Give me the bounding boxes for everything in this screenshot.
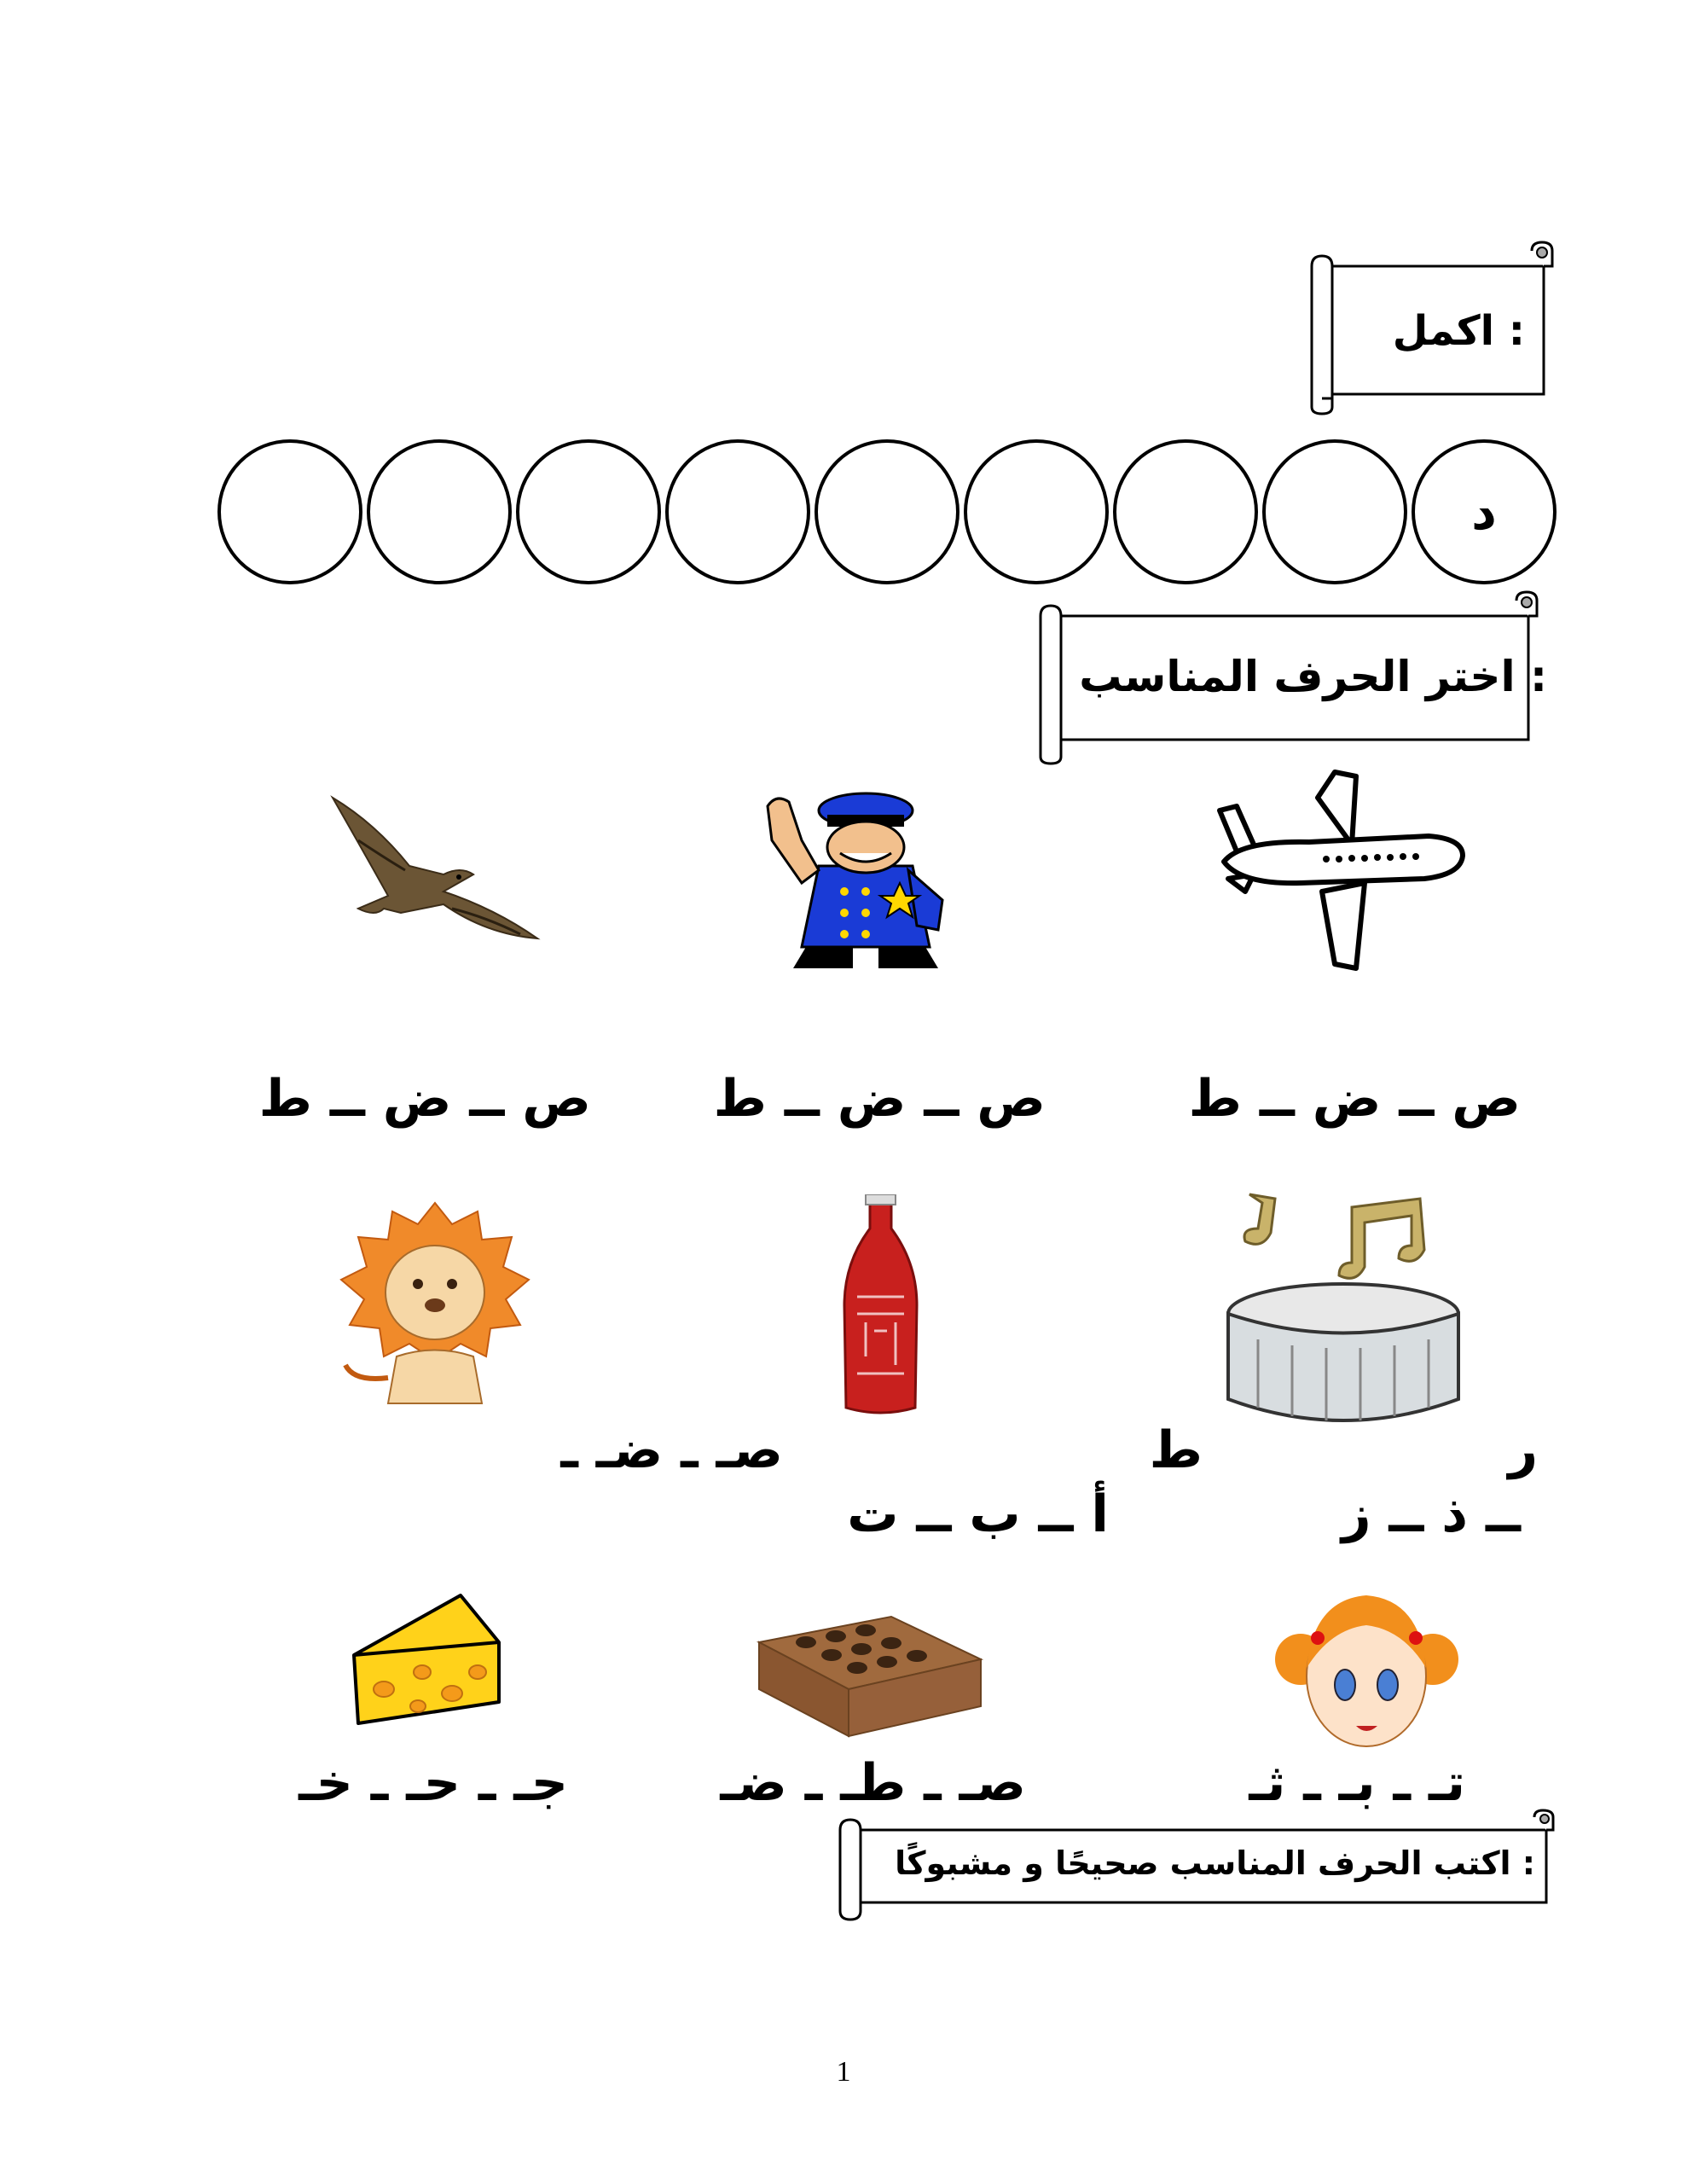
letter-circle[interactable]: [217, 439, 362, 584]
options-drum-line2: ــ ذ ــ ز: [1341, 1484, 1521, 1544]
options-brick: صـ ـ طـ ـ ضـ: [720, 1753, 1026, 1813]
options-drum-line1: ر: [1508, 1420, 1538, 1480]
girl-picture: [1275, 1583, 1458, 1753]
choose-banner: [1032, 590, 1547, 765]
letter-circle[interactable]: د: [1412, 439, 1557, 584]
letter-circle[interactable]: [815, 439, 959, 584]
options-policeman: ص ــ ض ــ ط: [713, 1069, 1046, 1129]
policeman-picture: [759, 789, 968, 973]
write-label: : اكتب الحرف المناسب صحيحًا و مشبوكًا: [895, 1844, 1535, 1882]
write-banner: [832, 1809, 1561, 1924]
drum-picture: [1224, 1190, 1463, 1438]
choose-label: : اختر الحرف المناسب: [1079, 652, 1547, 701]
letter-circle[interactable]: [964, 439, 1109, 584]
letter-circle[interactable]: [367, 439, 512, 584]
letter-circle[interactable]: [1113, 439, 1258, 584]
complete-banner: [1303, 241, 1559, 415]
cheese-picture: [350, 1591, 503, 1728]
letter-circle[interactable]: [516, 439, 661, 584]
eagle-picture: [324, 789, 546, 960]
page-number: 1: [836, 2056, 851, 2088]
options-bottle-line1: ط: [1149, 1420, 1203, 1480]
airplane-picture: [1207, 764, 1471, 973]
complete-label: : اكمل: [1392, 307, 1525, 355]
brick-picture: [755, 1608, 985, 1745]
lion-picture: [337, 1199, 533, 1412]
options-cheese: جـ ـ حـ ـ خـ: [299, 1753, 568, 1813]
options-airplane: ص ــ ض ــ ط: [1188, 1069, 1521, 1129]
options-lion: صـ ـ ضـ ـ: [560, 1420, 783, 1480]
bottle-picture: [840, 1194, 921, 1416]
letter-circle[interactable]: [1262, 439, 1407, 584]
options-bottle-line2: أ ــ ب ــ ت: [847, 1484, 1109, 1544]
options-eagle: ص ــ ض ــ ط: [258, 1069, 591, 1129]
options-girl: تـ ـ بـ ـ ثـ: [1249, 1753, 1465, 1813]
letter-circle[interactable]: [665, 439, 810, 584]
